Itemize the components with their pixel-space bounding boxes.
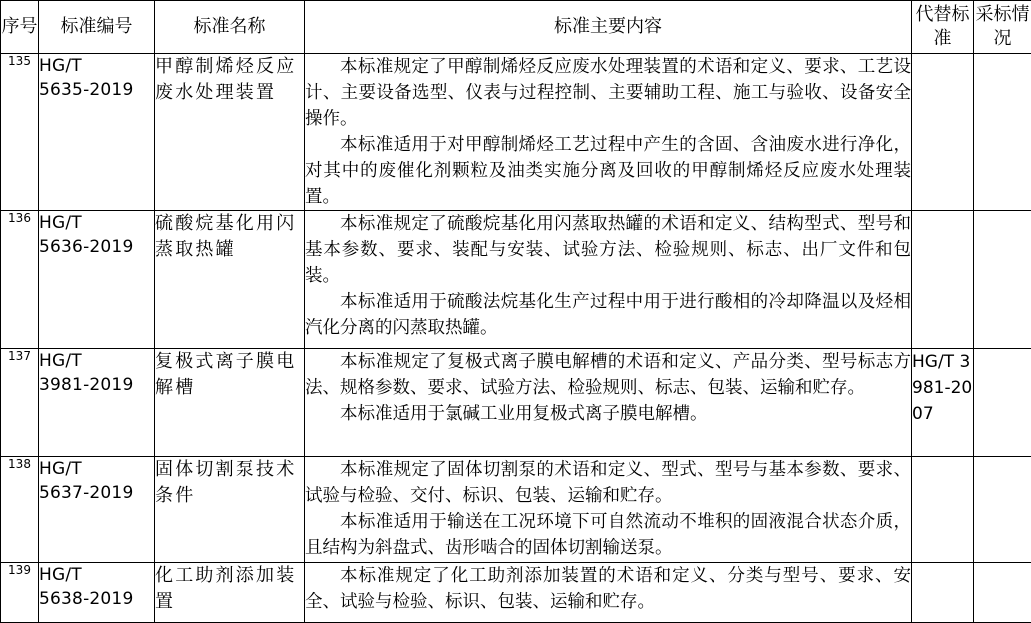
table-row [1, 54, 1031, 211]
row-replaced [912, 211, 974, 349]
code-number: 5638-2019 [39, 587, 154, 611]
row-code [39, 457, 155, 563]
row-replaced [912, 54, 974, 211]
content-scope: 本标准规定了化工助剂添加装置的术语和定义、分类与型号、要求、安全、试验与检验、标识、包装、运输和贮存。 [305, 563, 911, 615]
content-scope: 本标准规定了复极式离子膜电解槽的术语和定义、产品分类、型号标志方法、规格参数、要求、试验方法、检验规则、标志、包装、运输和贮存。 [305, 349, 911, 401]
row-code [39, 563, 155, 623]
row-seq: 137 [1, 349, 39, 457]
row-seq: 138 [1, 457, 39, 563]
row-replaced [912, 563, 974, 623]
row-code [39, 349, 155, 457]
content-applicability: 本标准适用于对甲醇制烯烃工艺过程中产生的含固、含油废水进行净化，对其中的废催化剂颗粒及油类实施分离及回收的甲醇制烯烃反应废水处理装置。 [305, 132, 911, 210]
header-adoption: 采标情况 [974, 1, 1031, 54]
code-prefix: HG/T [39, 54, 154, 78]
row-seq: 139 [1, 563, 39, 623]
code-prefix: HG/T [39, 211, 154, 235]
content-scope: 本标准规定了固体切割泵的术语和定义、型式、型号与基本参数、要求、试验与检验、交付、标识、包装、运输和贮存。 [305, 457, 911, 509]
header-name: 标准名称 [155, 1, 305, 54]
row-content [305, 563, 912, 623]
table-row [1, 563, 1031, 623]
content-scope: 本标准规定了甲醇制烯烃反应废水处理装置的术语和定义、要求、工艺设计、主要设备选型、仪表与过程控制、主要辅助工程、施工与验收、设备安全操作。 [305, 54, 911, 132]
row-adoption [974, 457, 1031, 563]
header-seq: 序号 [1, 1, 39, 54]
row-code [39, 211, 155, 349]
row-name: 硫酸烷基化用闪蒸取热罐 [155, 211, 305, 349]
code-number: 5636-2019 [39, 235, 154, 259]
row-replaced [912, 457, 974, 563]
row-replaced: HG/T 3981-2007 [912, 349, 974, 457]
table-row [1, 211, 1031, 349]
row-adoption [974, 563, 1031, 623]
code-number: 5635-2019 [39, 78, 154, 102]
row-adoption [974, 211, 1031, 349]
content-applicability: 本标准适用于输送在工况环境下可自然流动不堆积的固液混合状态介质，且结构为斜盘式、齿形啮合的固体切割输送泵。 [305, 509, 911, 561]
row-content [305, 54, 912, 211]
content-applicability: 本标准适用于硫酸法烷基化生产过程中用于进行酸相的冷却降温以及烃相汽化分离的闪蒸取热罐。 [305, 289, 911, 341]
row-seq: 136 [1, 211, 39, 349]
table-row [1, 457, 1031, 563]
table-row [1, 349, 1031, 457]
code-prefix: HG/T [39, 349, 154, 373]
row-adoption [974, 54, 1031, 211]
row-name: 固体切割泵技术条件 [155, 457, 305, 563]
code-prefix: HG/T [39, 457, 154, 481]
code-number: 5637-2019 [39, 481, 154, 505]
header-replaced: 代替标准 [912, 1, 974, 54]
row-seq: 135 [1, 54, 39, 211]
row-adoption [974, 349, 1031, 457]
row-code [39, 54, 155, 211]
content-scope: 本标准规定了硫酸烷基化用闪蒸取热罐的术语和定义、结构型式、型号和基本参数、要求、装配与安装、试验方法、检验规则、标志、出厂文件和包装。 [305, 211, 911, 289]
header-code: 标准编号 [39, 1, 155, 54]
code-number: 3981-2019 [39, 373, 154, 397]
content-applicability: 本标准适用于氯碱工业用复极式离子膜电解槽。 [305, 401, 911, 427]
row-content [305, 211, 912, 349]
row-content [305, 457, 912, 563]
header-row [1, 1, 1031, 54]
row-name: 复极式离子膜电解槽 [155, 349, 305, 457]
code-prefix: HG/T [39, 563, 154, 587]
row-name: 化工助剂添加装置 [155, 563, 305, 623]
row-name: 甲醇制烯烃反应废水处理装置 [155, 54, 305, 211]
header-content: 标准主要内容 [305, 1, 912, 54]
row-content [305, 349, 912, 457]
